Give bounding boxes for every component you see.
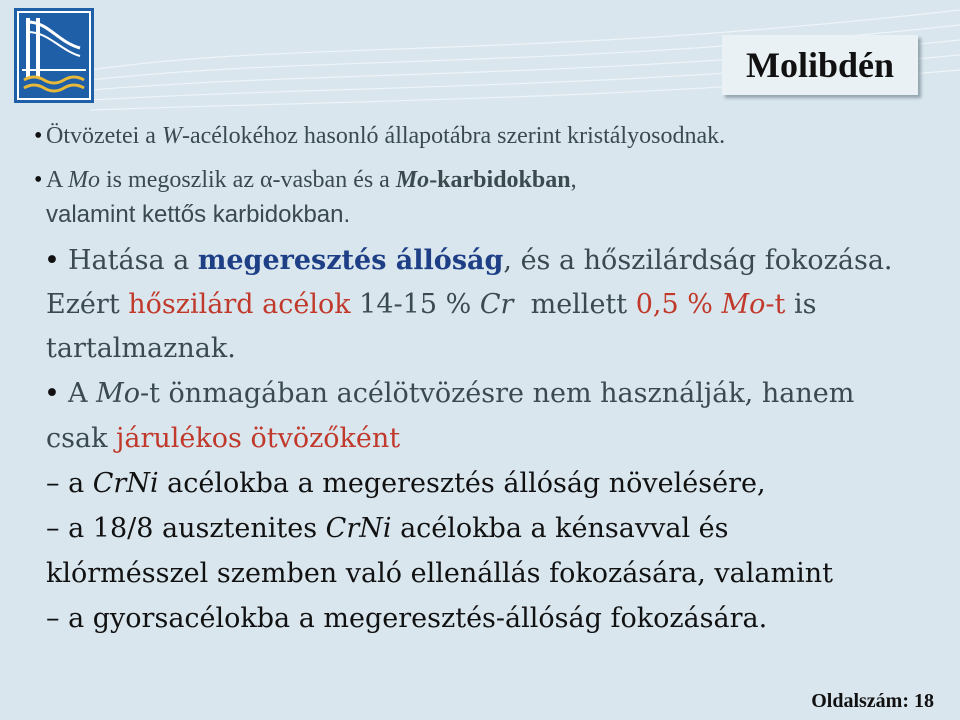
text-segment: W [161, 123, 182, 149]
text-line-6 [46, 335, 236, 362]
text-line-1 [46, 124, 725, 148]
text-line-3 [46, 203, 350, 227]
text-line-5 [46, 291, 816, 318]
text-segment: A [68, 378, 97, 409]
text-segment: Ezért [46, 289, 129, 320]
text-segment: -karbidokban [429, 167, 571, 193]
text-segment: -t önmagában acélötvözésre nem használják, hanem [140, 378, 855, 409]
text-line-12 [46, 605, 767, 632]
text-segment: is megoszlik az α-vasban és a [100, 167, 396, 193]
bullet-icon: • [34, 123, 43, 149]
text-segment: tartalmaznak. [46, 333, 236, 364]
text-segment: Ötvözetei a [46, 123, 162, 149]
text-line-9 [46, 470, 766, 497]
text-segment: a [59, 468, 93, 499]
text-segment: Mo [68, 167, 101, 193]
text-segment: a 18/8 ausztenites [59, 513, 326, 544]
text-segment: klórmésszel szemben való ellenállás fokozására, valamint [46, 558, 833, 589]
text-segment: Hatása a [68, 245, 198, 276]
text-segment: hőszilárd acélok [128, 289, 351, 320]
text-segment: a gyorsacélokba a megeresztés-állóság fokozására. [59, 603, 768, 634]
text-segment: , és a hőszilárdság fokozása. [503, 245, 893, 276]
text-segment: 14-15 % [350, 289, 480, 320]
text-segment: A [46, 167, 69, 193]
text-segment: CrNi [92, 468, 159, 499]
text-segment: -acélokéhoz hasonló állapotábra szerint kristályosodnak. [181, 123, 726, 149]
text-segment: -t [765, 289, 786, 320]
text-segment: acélokba a megeresztés állóság növelésére, [158, 468, 766, 499]
text-segment: mellett [513, 289, 636, 320]
text-segment: , [570, 167, 577, 193]
text-segment: Mo [96, 378, 140, 409]
bullet-icon: • [34, 167, 43, 193]
text-line-10 [46, 515, 729, 542]
text-segment: 0,5 % [635, 289, 722, 320]
dash-marker: – [46, 513, 60, 544]
text-segment: is [785, 289, 817, 320]
bullet-icon: • [44, 245, 60, 276]
dash-marker: – [46, 603, 60, 634]
text-segment: valamint kettős karbidokban. [46, 201, 351, 228]
dash-marker: – [46, 468, 60, 499]
text-segment: Mo [395, 167, 430, 193]
text-segment: megeresztés állóság [197, 245, 504, 276]
text-line-2 [46, 168, 577, 192]
text-line-4 [68, 247, 893, 274]
text-line-8 [46, 425, 400, 452]
text-segment: Mo [721, 289, 766, 320]
page-number: Oldalszám: 18 [811, 690, 934, 712]
text-segment: CrNi [325, 513, 392, 544]
text-line-7 [68, 380, 854, 407]
slide-title: Molibdén [745, 45, 895, 85]
text-segment: Cr [479, 289, 514, 320]
text-segment: csak [46, 423, 117, 454]
text-segment: acélokba a kénsavval és [391, 513, 729, 544]
text-line-11 [46, 560, 833, 587]
text-segment: járulékos ötvözőként [116, 423, 401, 454]
bullet-icon: • [44, 378, 60, 409]
